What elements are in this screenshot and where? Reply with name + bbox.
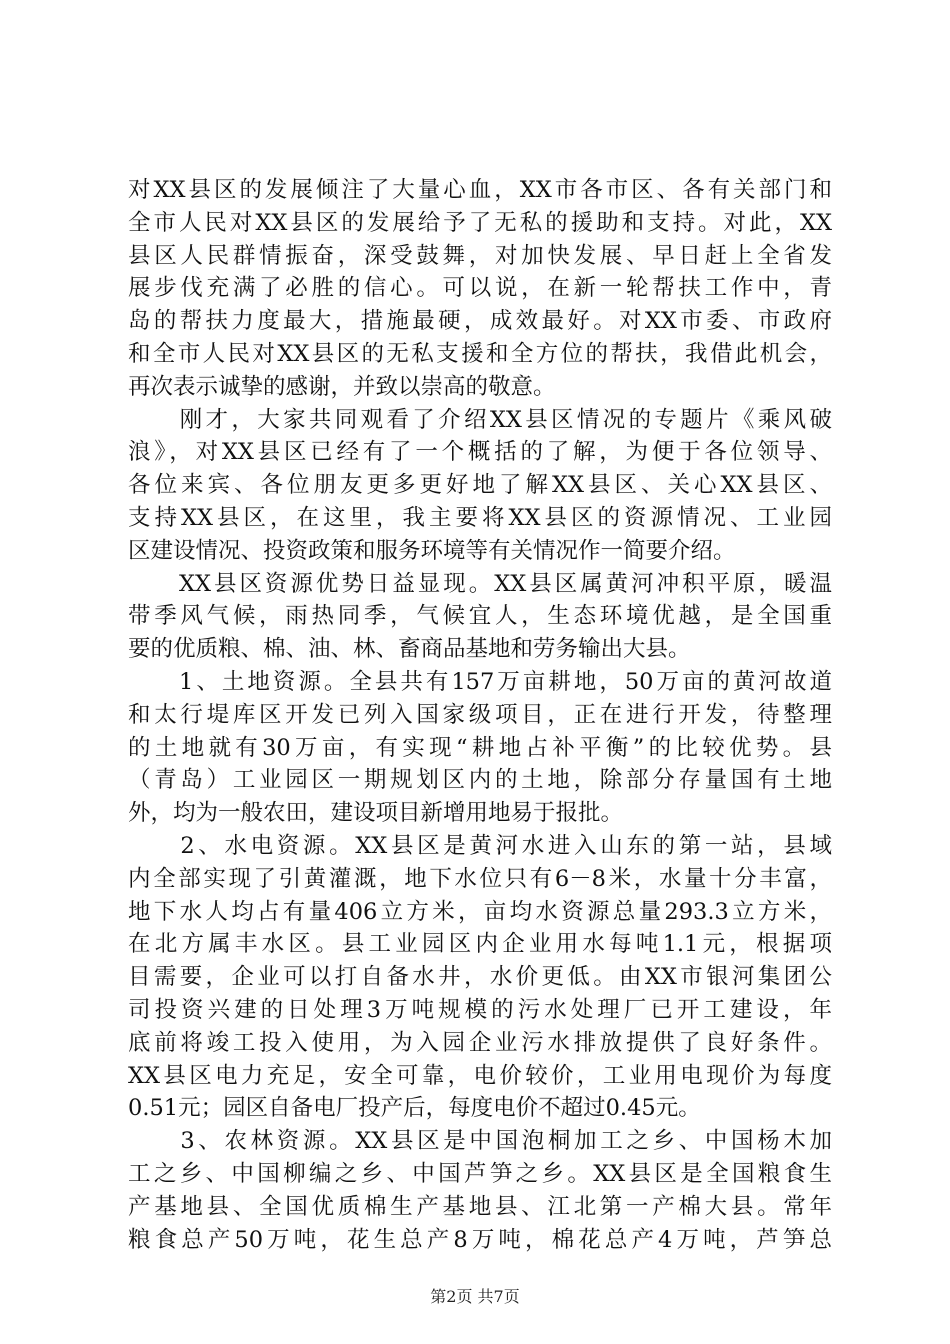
page-footer: 第2页 共7页 (430, 1287, 520, 1306)
text-line: 2、水电资源。XX县区是黄河水进入山东的第一站，县域 (128, 832, 832, 859)
text-line: 全市人民对XX县区的发展给予了无私的援助和支持。对此，XX (128, 209, 832, 236)
text-line: 0.51元；园区自备电厂投产后，每度电价不超过0.45元。 (128, 1095, 701, 1122)
text-line: XX县区电力充足，安全可靠，电价较价，工业用电现价为每度 (128, 1062, 832, 1089)
text-line: 和全市人民对XX县区的无私支援和全方位的帮扶，我借此机会， (128, 340, 832, 367)
text-line: （青岛）工业园区一期规划区内的土地，除部分存量国有土地 (128, 767, 832, 794)
text-line: 带季风气候，雨热同季，气候宜人，生态环境优越，是全国重 (128, 603, 832, 630)
text-line: 内全部实现了引黄灌溉，地下水位只有6－8米，水量十分丰富， (128, 865, 832, 892)
text-line: 目需要，企业可以打自备水井，水价更低。由XX市银河集团公 (128, 964, 832, 991)
text-line: 岛的帮扶力度最大，措施最硬，成效最好。对XX市委、市政府 (128, 308, 832, 335)
text-line: 地下水人均占有量406立方米，亩均水资源总量293.3立方米， (128, 898, 832, 925)
text-line: 3、农林资源。XX县区是中国泡桐加工之乡、中国杨木加 (128, 1128, 832, 1155)
text-line: 支持XX县区，在这里，我主要将XX县区的资源情况、工业园 (128, 504, 832, 531)
text-line: 的土地就有30万亩，有实现“耕地占补平衡”的比较优势。县 (128, 734, 832, 761)
text-line: 展步伐充满了必胜的信心。可以说，在新一轮帮扶工作中，青 (128, 275, 832, 302)
text-line: 在北方属丰水区。县工业园区内企业用水每吨1.1元，根据项 (128, 931, 832, 958)
document-body (128, 174, 832, 1256)
text-line: 区建设情况、投资政策和服务环境等有关情况作一简要介绍。 (128, 537, 736, 564)
text-line: 浪》，对XX县区已经有了一个概括的了解，为便于各位领导、 (128, 439, 832, 466)
text-line: 工之乡、中国柳编之乡、中国芦笋之乡。XX县区是全国粮食生 (128, 1160, 832, 1187)
text-line: 司投资兴建的日处理3万吨规模的污水处理厂已开工建设，年 (128, 996, 832, 1023)
text-line: 县区人民群情振奋，深受鼓舞，对加快发展、早日赶上全省发 (128, 242, 832, 269)
text-line: 对XX县区的发展倾注了大量心血，XX市各市区、各有关部门和 (128, 177, 832, 203)
text-line: 和太行堤库区开发已列入国家级项目，正在进行开发，待整理 (128, 701, 832, 728)
text-line: 刚才，大家共同观看了介绍XX县区情况的专题片《乘风破 (128, 406, 832, 433)
text-line: 粮食总产50万吨，花生总产8万吨，棉花总产4万吨，芦笋总 (128, 1226, 832, 1253)
text-line: 底前将竣工投入使用，为入园企业污水排放提供了良好条件。 (128, 1029, 832, 1056)
text-line: 外，均为一般农田，建设项目新增用地易于报批。 (128, 800, 624, 827)
text-line: 各位来宾、各位朋友更多更好地了解XX县区、关心XX县区、 (128, 472, 832, 499)
text-line: XX县区资源优势日益显现。XX县区属黄河冲积平原，暖温 (128, 570, 832, 597)
text-line: 再次表示诚挚的感谢，并致以崇高的敬意。 (128, 373, 556, 400)
text-line: 1、土地资源。全县共有157万亩耕地，50万亩的黄河故道 (128, 668, 832, 695)
text-line: 要的优质粮、棉、油、林、畜商品基地和劳务输出大县。 (128, 636, 691, 663)
text-line: 产基地县、全国优质棉生产基地县、江北第一产棉大县。常年 (128, 1193, 832, 1220)
